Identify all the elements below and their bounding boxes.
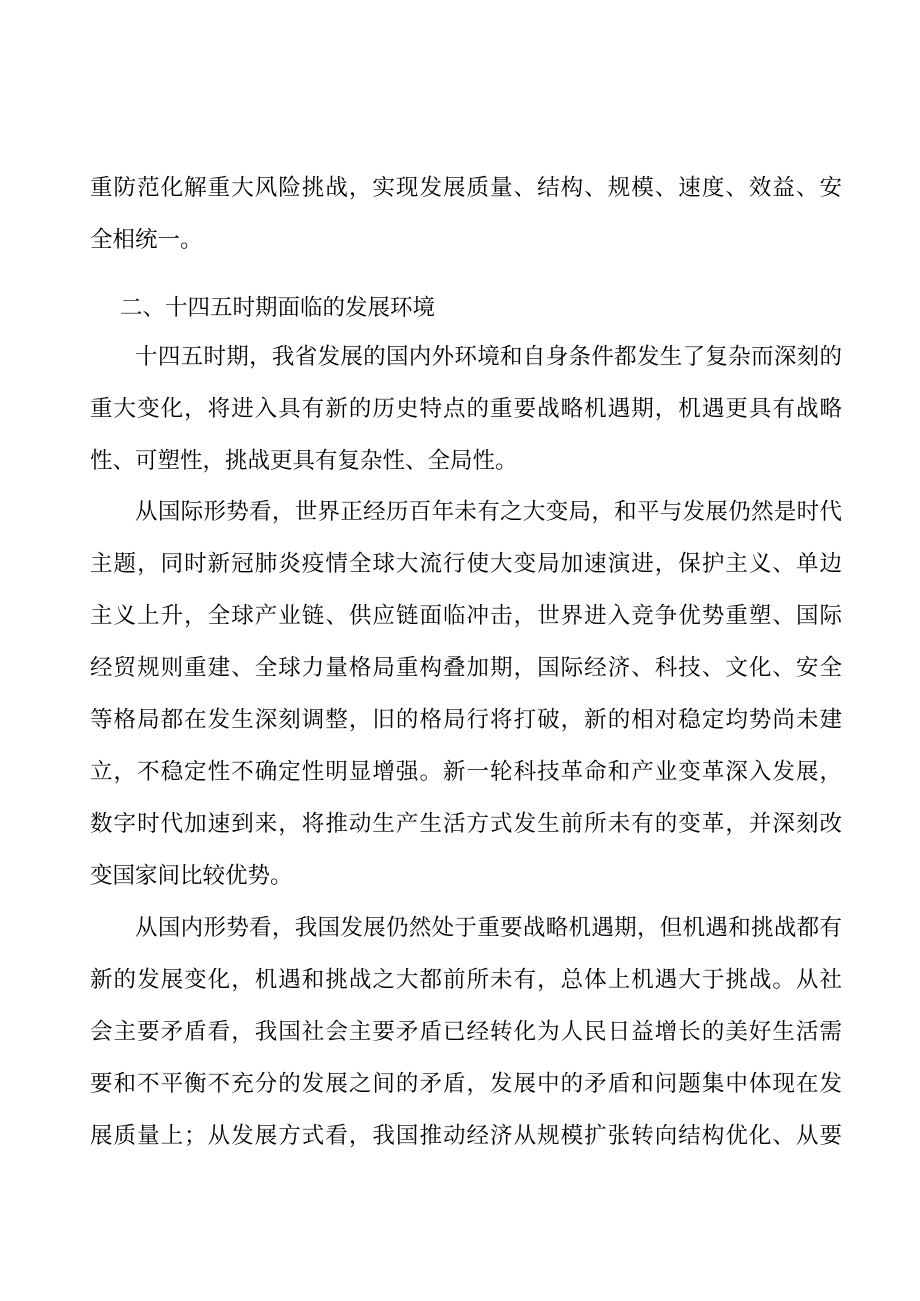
text-line: 重大变化，将进入具有新的历史特点的重要战略机遇期，机遇更具有战略	[90, 396, 842, 422]
text-line: 全相统一。	[90, 227, 203, 253]
text-line: 经贸规则重建、全球力量格局重构叠加期，国际经济、科技、文化、安全	[90, 655, 842, 681]
text-line: 变国家间比较优势。	[90, 863, 293, 889]
text-line: 主题，同时新冠肺炎疫情全球大流行使大变局加速演进，保护主义、单边	[90, 551, 842, 577]
text-line: 主义上升，全球产业链、供应链面临冲击，世界进入竞争优势重塑、国际	[90, 603, 842, 629]
text-line: 十四五时期，我省发展的国内外环境和自身条件都发生了复杂而深刻的	[135, 344, 842, 370]
text-line: 会主要矛盾看，我国社会主要矛盾已经转化为人民日益增长的美好生活需	[90, 1019, 842, 1045]
text-line: 从国内形势看，我国发展仍然处于重要战略机遇期，但机遇和挑战都有	[135, 915, 842, 941]
text-line: 重防范化解重大风险挑战，实现发展质量、结构、规模、速度、效益、安	[90, 175, 842, 201]
text-line: 等格局都在发生深刻调整，旧的格局行将打破，新的相对稳定均势尚未建	[90, 707, 842, 733]
text-line: 要和不平衡不充分的发展之间的矛盾，发展中的矛盾和问题集中体现在发	[90, 1071, 842, 1097]
text-line: 新的发展变化，机遇和挑战之大都前所未有，总体上机遇大于挑战。从社	[90, 967, 842, 993]
text-line: 展质量上；从发展方式看，我国推动经济从规模扩张转向结构优化、从要	[90, 1123, 842, 1149]
section-heading: 二、十四五时期面临的发展环境	[120, 295, 436, 321]
text-line: 从国际形势看，世界正经历百年未有之大变局，和平与发展仍然是时代	[135, 499, 842, 525]
text-line: 性、可塑性，挑战更具有复杂性、全局性。	[90, 448, 518, 474]
text-line: 数字时代加速到来，将推动生产生活方式发生前所未有的变革，并深刻改	[90, 811, 842, 837]
text-line: 立，不稳定性不确定性明显增强。新一轮科技革命和产业变革深入发展，	[90, 759, 842, 785]
